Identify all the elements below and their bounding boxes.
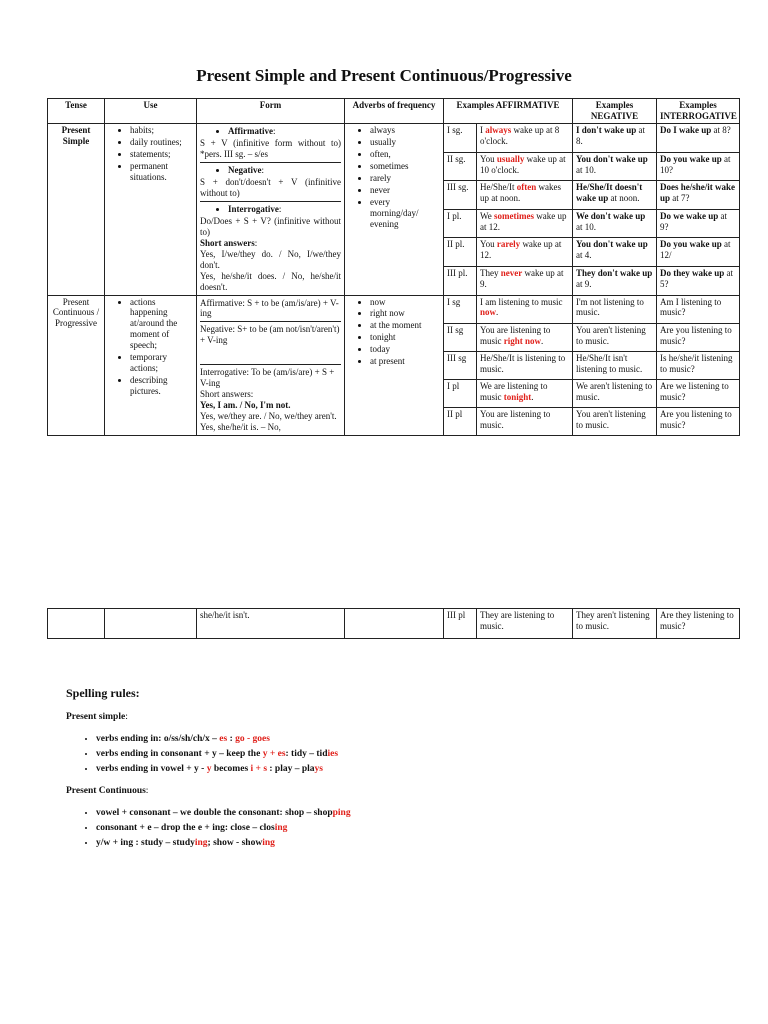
person-cell: I sg. — [444, 123, 477, 152]
header-row — [48, 99, 740, 124]
list-item: • verbs ending in consonant + y – keep the y + es: tidy – tidies — [96, 749, 338, 759]
person-cell: I pl. — [444, 209, 477, 238]
header-form: Form — [197, 99, 345, 124]
list-item: • temporary actions; — [130, 352, 193, 374]
header-use: Use — [105, 99, 197, 124]
interrogative-example: Do you wake up at 12/ — [657, 238, 740, 267]
interrogative-example: Are you listening to music? — [657, 323, 740, 351]
header-adverbs: Adverbs of frequency — [345, 99, 444, 124]
short-answer: Yes, I am. / No, I'm not. — [200, 400, 291, 411]
use-present-simple — [105, 123, 197, 295]
form-affirmative: Affirmative: S + to be (am/is/are) + V-ing — [200, 296, 341, 323]
list-item: • today — [370, 344, 440, 355]
list-item: • never — [370, 185, 440, 196]
spelling-heading: Spelling rules: — [66, 686, 140, 700]
short-answer: Yes, we/they are. / No, we/they aren't. — [200, 411, 337, 422]
list-item: • verbs ending in vowel + y - y becomes i + s : play – plays — [96, 764, 338, 774]
present-continuous-rules — [66, 808, 351, 853]
affirmative-example: You usually wake up at 10 o'clock. — [477, 152, 573, 181]
form-negative: Negative: S+ to be (am not/isn't/aren't) + V-ing — [200, 322, 341, 365]
list-item: • statements; — [130, 149, 193, 160]
interrogative-example: Am I listening to music? — [657, 295, 740, 323]
list-item: • usually — [370, 137, 440, 148]
list-item: • sometimes — [370, 161, 440, 172]
list-item: • every morning/day/ evening — [370, 197, 440, 230]
present-continuous-rules-heading: Present Continuous: — [66, 786, 149, 796]
form-label: Interrogative — [228, 203, 279, 214]
person-cell: II pl. — [444, 238, 477, 267]
short-answer: Yes, he/she/it does. / No, he/she/it doesn't. — [200, 270, 341, 292]
interrogative-example: Are you listening to music? — [657, 408, 740, 436]
affirmative-example: You are listening to music. — [477, 408, 573, 436]
form-rule: S + don't/doesn't + V (infinitive without to) — [200, 176, 341, 198]
negative-example: We don't wake up at 10. — [573, 209, 657, 238]
affirmative-example: You are listening to music right now. — [477, 323, 573, 351]
list-item: • actions happening at/around the moment of speech; — [130, 297, 193, 352]
affirmative-example: They are listening to music. — [477, 609, 573, 639]
person-cell: I pl — [444, 379, 477, 407]
short-answers-label: Short answers: — [200, 389, 254, 400]
interrogative-example: Do they wake up at 5? — [657, 266, 740, 295]
list-item: • often, — [370, 149, 440, 160]
interrogative-example: Is he/she/it listening to music? — [657, 351, 740, 379]
negative-example: You don't wake up at 10. — [573, 152, 657, 181]
form-affirmative: • Affirmative: S + V (infinitive form without to) *pers. III sg. – s/es — [200, 124, 341, 163]
list-item: • now — [370, 297, 440, 308]
list-item: • verbs ending in: o/ss/sh/ch/x – es : go - goes — [96, 734, 338, 744]
list-item: • right now — [370, 308, 440, 319]
negative-example: We aren't listening to music. — [573, 379, 657, 407]
negative-example: He/She/It isn't listening to music. — [573, 351, 657, 379]
header-examples-affirmative: Examples AFFIRMATIVE — [444, 99, 573, 124]
interrogative-example: Do you wake up at 10? — [657, 152, 740, 181]
person-cell: II sg. — [444, 152, 477, 181]
adverbs-present-continuous — [345, 295, 444, 436]
page-title: Present Simple and Present Continuous/Progressive — [196, 66, 572, 85]
list-item: • describing pictures. — [130, 375, 193, 397]
affirmative-example: You rarely wake up at 12. — [477, 238, 573, 267]
form-rule: Do/Does + S + V? (infinitive without to) — [200, 215, 341, 237]
interrogative-example: Do I wake up at 8? — [657, 123, 740, 152]
list-item: • tonight — [370, 332, 440, 343]
list-item: • always — [370, 125, 440, 136]
table-row — [48, 295, 740, 323]
interrogative-example: Are we listening to music? — [657, 379, 740, 407]
form-label: Negative — [228, 164, 262, 175]
short-answer: she/he/it isn't. — [197, 609, 345, 639]
list-item: • y/w + ing : study – studying; show - showing — [96, 838, 351, 848]
affirmative-example: They never wake up at 9. — [477, 266, 573, 295]
tense-table-continued — [47, 608, 740, 639]
empty-cell — [48, 609, 105, 639]
person-cell: III pl. — [444, 266, 477, 295]
tense-present-continuous: Present Continuous / Progressive — [48, 295, 105, 436]
present-simple-rules — [66, 734, 338, 779]
header-tense: Tense — [48, 99, 105, 124]
negative-example: You aren't listening to music. — [573, 408, 657, 436]
affirmative-example: I am listening to music now. — [477, 295, 573, 323]
interrogative-example: Do we wake up at 9? — [657, 209, 740, 238]
header-examples-interrogative: Examples INTERROGATIVE — [657, 99, 740, 124]
list-item: • consonant + e – drop the e + ing: close – closing — [96, 823, 351, 833]
short-answers-label: Short answers — [200, 237, 255, 248]
form-rule: S + V (infinitive form without to) *pers. III sg. – s/es — [200, 137, 341, 159]
empty-cell — [345, 609, 444, 639]
negative-example: They don't wake up at 9. — [573, 266, 657, 295]
affirmative-example: We are listening to music tonight. — [477, 379, 573, 407]
person-cell: II sg — [444, 323, 477, 351]
list-item: • daily routines; — [130, 137, 193, 148]
affirmative-example: He/She/It often wakes up at noon. — [477, 181, 573, 210]
interrogative-example: Are they listening to music? — [657, 609, 740, 639]
empty-cell — [105, 609, 197, 639]
affirmative-example: He/She/It is listening to music. — [477, 351, 573, 379]
person-cell: III pl — [444, 609, 477, 639]
list-item: • rarely — [370, 173, 440, 184]
person-cell: III sg. — [444, 181, 477, 210]
interrogative-example: Does he/she/it wake up at 7? — [657, 181, 740, 210]
form-present-continuous — [197, 295, 345, 436]
list-item: • at the moment — [370, 320, 440, 331]
table-row — [48, 123, 740, 152]
list-item: • at present — [370, 356, 440, 367]
form-label: Affirmative — [228, 125, 273, 136]
short-answer: Yes, she/he/it is. – No, — [200, 422, 281, 433]
negative-example: I don't wake up at 8. — [573, 123, 657, 152]
person-cell: II pl — [444, 408, 477, 436]
affirmative-example: I always wake up at 8 o'clock. — [477, 123, 573, 152]
list-item: • habits; — [130, 125, 193, 136]
tense-table — [47, 98, 740, 436]
person-cell: III sg — [444, 351, 477, 379]
person-cell: I sg — [444, 295, 477, 323]
form-present-simple — [197, 123, 345, 295]
adverbs-present-simple — [345, 123, 444, 295]
form-negative: • Negative: S + don't/doesn't + V (infinitive without to) — [200, 163, 341, 202]
affirmative-example: We sometimes wake up at 12. — [477, 209, 573, 238]
negative-example: You aren't listening to music. — [573, 323, 657, 351]
present-simple-rules-heading: Present simple: — [66, 712, 128, 722]
short-answer: Yes, I/we/they do. / No, I/we/they don't. — [200, 248, 341, 270]
negative-example: They aren't listening to music. — [573, 609, 657, 639]
list-item: • vowel + consonant – we double the consonant: shop – shopping — [96, 808, 351, 818]
form-interrogative: Interrogative: To be (am/is/are) + S + V-ing Short answers: Yes, I am. / No, I'm not. Yes, we/they are. / No, we/they aren't. Yes, she/he/it is. – No, — [200, 367, 337, 433]
form-interrogative: • Interrogative: Do/Does + S + V? (infinitive without to) Short answers: Yes, I/we/they do. / No, I/we/they don't. Yes, he/she/it does. / No, he/she/it doesn't. — [200, 202, 341, 295]
use-present-continuous — [105, 295, 197, 436]
list-item: • permanent situations. — [130, 161, 193, 183]
negative-example: He/She/It doesn't wake up at noon. — [573, 181, 657, 210]
tense-present-simple: Present Simple — [48, 123, 105, 295]
table-row — [48, 609, 740, 639]
negative-example: I'm not listening to music. — [573, 295, 657, 323]
negative-example: You don't wake up at 4. — [573, 238, 657, 267]
header-examples-negative: Examples NEGATIVE — [573, 99, 657, 124]
